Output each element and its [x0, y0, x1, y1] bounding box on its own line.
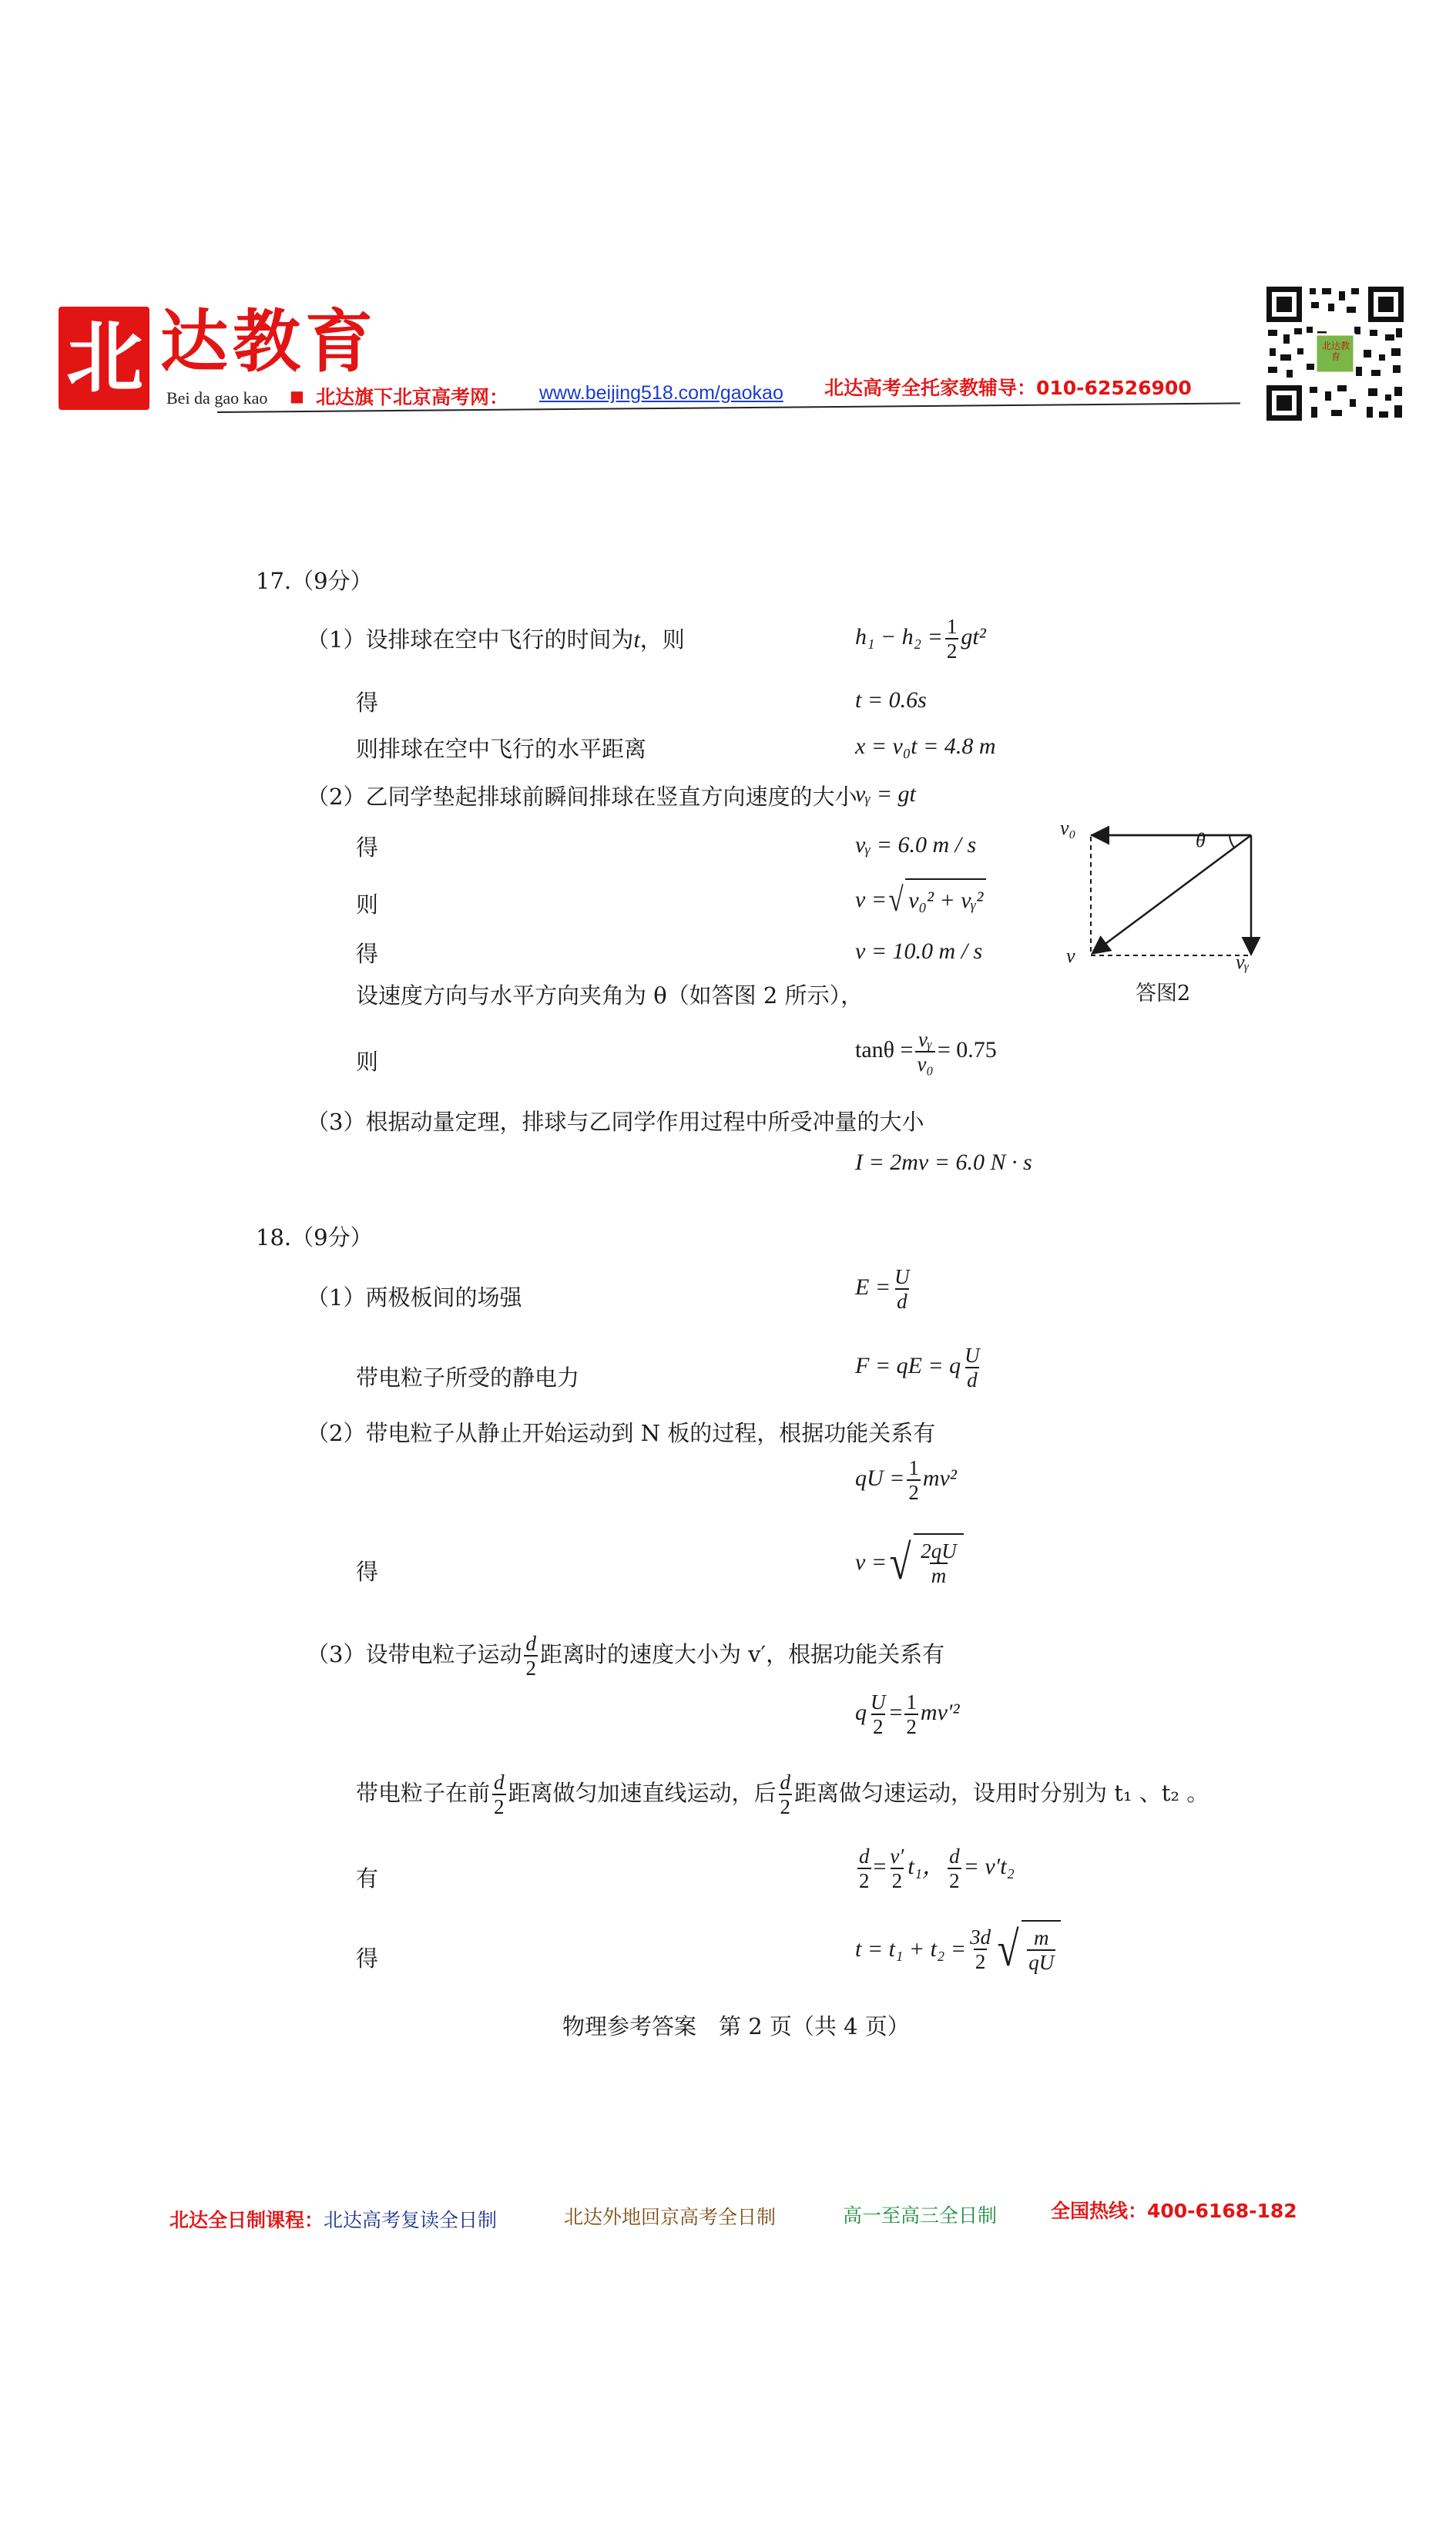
q17-eq7-num: vᵧ: [918, 1028, 933, 1051]
q18-force-label: 带电粒子所受的静电力: [356, 1365, 580, 1391]
q18-eq5-num2: 1: [906, 1690, 917, 1714]
q18-eq6-rhs: = v′t₂: [963, 1853, 1015, 1879]
q18-eq3-frac: [907, 1456, 921, 1504]
q18-eq6-d2: 2: [891, 1869, 903, 1892]
q18-eq5-eq: =: [889, 1699, 903, 1725]
q18-eq3-num: 1: [908, 1456, 919, 1479]
fig-label-vy: vᵧ: [1236, 951, 1250, 973]
qr-center-logo: 北达教育: [1322, 341, 1350, 362]
q17-eq3: x = v₀t = 4.8 m: [855, 734, 996, 759]
q17-title: 17.（9分）: [256, 568, 373, 594]
q18-eq1-num: U: [894, 1265, 910, 1288]
q18-eq7-sqrt: √ $\frac{m}{qU}$: [995, 1920, 1061, 1979]
q18-eq7-radfrac: [1027, 1926, 1055, 1974]
q18-eq2-lhs: F = qE = q: [855, 1352, 961, 1378]
q18-eq3-lhs: qU =: [855, 1465, 905, 1491]
q18-eq6-n2: v′: [890, 1845, 904, 1868]
site-url-link[interactable]: www.beijing518.com/gaokao: [539, 382, 783, 404]
q17-eq6: v = 10.0 m / s: [855, 938, 983, 964]
q18-eq4-frac: [919, 1539, 958, 1587]
fig-v-arrow: [1094, 835, 1251, 952]
q17-part3-label: （3）根据动量定理，排球与乙同学作用过程中所受冲量的大小: [307, 1109, 924, 1135]
q17-eq1-frac: [945, 615, 959, 663]
fig-label-theta: θ: [1196, 829, 1206, 851]
q17-part2-label: （2）乙同学垫起排球前瞬间排球在竖直方向速度的大小: [307, 784, 857, 810]
bullet-icon: ■: [290, 387, 304, 405]
q18-eq5: [855, 1690, 959, 1738]
q18-eq7-frac: [968, 1925, 992, 1973]
q17-eq5-sqrt: √ v₀² + vᵧ²: [887, 878, 986, 922]
q18-part1-label: （1）两极板间的场强: [307, 1284, 522, 1311]
q18-eq5-den1: 2: [873, 1715, 884, 1738]
logo-badge: [59, 307, 149, 410]
q18-get1: 得: [356, 1559, 379, 1585]
tutoring-label: 北达高考全托家教辅导：010-62526900: [824, 377, 1192, 399]
q18-eq5-frac2: [904, 1690, 918, 1738]
q18-get2: 得: [356, 1945, 379, 1972]
q17-eq1-den: 2: [946, 640, 958, 663]
course-3: 高一至高三全日制: [843, 2204, 998, 2227]
hotline: 全国热线：400-6168-182: [1051, 2200, 1297, 2222]
q17-get3: 得: [356, 941, 379, 967]
q18-part3-label: [307, 1632, 944, 1680]
q17-eq7-lhs: tanθ =: [855, 1036, 914, 1063]
q18-eq7-den: 2: [975, 1950, 986, 1973]
q18-eq7-rad-num: m: [1033, 1926, 1049, 1949]
q18-eq5-den2: 2: [906, 1715, 917, 1738]
fig-label-v: v: [1066, 945, 1075, 967]
q18-motion-pre: 带电粒子在前: [356, 1780, 491, 1806]
q17-eq1-lhs: h₁ − h₂ =: [855, 623, 943, 650]
q18-motion-frac1: [492, 1771, 506, 1818]
q18-motion-num2: d: [780, 1771, 791, 1794]
q18-eq6-frac2: [888, 1845, 905, 1892]
fig-theta-arc: [1230, 835, 1234, 848]
q18-eq6-n3: d: [949, 1845, 960, 1868]
brand-pinyin: Bei da gao kao: [166, 388, 268, 408]
q18-eq4-den: m: [931, 1564, 947, 1587]
q17-eq1-rhs: gt²: [961, 623, 986, 650]
fig-caption: 答图2: [1136, 982, 1191, 1005]
brand-name: 达教育: [160, 301, 378, 381]
q17-get2: 得: [356, 834, 379, 861]
q17-get1: 得: [356, 690, 379, 716]
q18-eq4-sqrt: √ $\frac{2qU}{m}$: [887, 1533, 964, 1592]
q18-eq6-frac3: [948, 1845, 961, 1892]
q17-eq7-rhs: = 0.75: [937, 1036, 997, 1063]
q18-eq6-n1: d: [859, 1845, 870, 1868]
q18-motion-mid: 距离做匀加速直线运动，后: [508, 1780, 777, 1806]
q18-eq7: [855, 1920, 1061, 1979]
q17-part1-var: t: [633, 627, 640, 653]
course-1: 北达高考复读全日制: [324, 2209, 498, 2231]
q17-horiz-label: 则排球在空中飞行的水平距离: [356, 736, 647, 762]
q18-eq2: [855, 1344, 984, 1391]
q17-eq5-radicand: v₀² + vᵧ²: [905, 878, 986, 922]
q17-then1: 则: [356, 891, 379, 918]
q18-motion-post: 距离做匀速运动，设用时分别为 t₁ 、t₂ 。: [794, 1780, 1209, 1806]
q18-eq4: [855, 1533, 964, 1592]
q17-eq4: vᵧ = 6.0 m / s: [855, 832, 977, 858]
q18-part3-pre: （3）设带电粒子运动: [307, 1641, 522, 1667]
q18-eq5-q: q: [855, 1699, 867, 1725]
q18-eq3: [855, 1456, 957, 1504]
q18-part3-post: 距离时的速度大小为 v′，根据功能关系有: [539, 1641, 945, 1667]
q18-part2-label: （2）带电粒子从静止开始运动到 N 板的过程，根据功能关系有: [307, 1420, 936, 1446]
q18-eq6: [855, 1845, 1015, 1892]
q18-eq1-frac: [893, 1265, 911, 1313]
q18-eq2-frac: [963, 1344, 981, 1391]
q18-motion-den1: 2: [494, 1795, 505, 1818]
q18-eq5-frac1: [869, 1690, 887, 1738]
q18-motion-den2: 2: [780, 1795, 791, 1818]
q18-eq6-frac1: [857, 1845, 871, 1892]
q18-eq1-den: d: [897, 1290, 907, 1313]
q18-motion-num1: d: [494, 1771, 505, 1794]
q17-eq7-frac: [915, 1028, 934, 1076]
q18-eq7-num: 3d: [970, 1925, 991, 1949]
q18-part3-den: 2: [525, 1657, 536, 1680]
q18-eq3-den: 2: [908, 1481, 919, 1504]
ad-footer: [169, 2205, 497, 2233]
q18-have: 有: [356, 1865, 379, 1892]
page-footer: 物理参考答案 第 2 页（共 4 页）: [562, 2013, 910, 2039]
courses-label: 北达全日制课程：: [169, 2209, 324, 2231]
q18-eq2-den: d: [967, 1368, 978, 1391]
q17-part1-text: （1）设排球在空中飞行的时间为: [307, 626, 634, 653]
q18-eq6-eq: =: [873, 1853, 887, 1879]
q18-eq2-num: U: [965, 1344, 980, 1367]
q17-eq7-den: v₀: [917, 1052, 934, 1076]
logo-char: 北: [66, 312, 143, 403]
site-label: 北达旗下北京高考网：: [316, 386, 509, 408]
course-2: 北达外地回京高考全日制: [564, 2206, 777, 2228]
q17-eq5: [855, 878, 986, 922]
q17-eq8: I = 2mv = 6.0 N · s: [855, 1150, 1032, 1175]
q18-eq1: [855, 1265, 914, 1313]
q18-eq4-lhs: v =: [855, 1549, 887, 1575]
fig-label-v0: v₀: [1060, 817, 1076, 839]
q18-eq7-lhs: t = t₁ + t₂ =: [855, 1936, 967, 1962]
q18-eq5-rhs: mv′²: [920, 1699, 960, 1725]
q18-eq1-lhs: E =: [855, 1274, 891, 1300]
q17-eq5-lhs: v =: [855, 887, 887, 912]
q17-angle-text: 设速度方向与水平方向夹角为 θ（如答图 2 所示），: [356, 982, 864, 1009]
q18-part3-num: d: [525, 1632, 536, 1655]
q18-eq6-d3: 2: [949, 1869, 960, 1892]
q17-eq7: [855, 1028, 997, 1076]
q18-title: 18.（9分）: [256, 1224, 373, 1251]
q17-eq1-num: 1: [946, 615, 958, 638]
q18-part3-frac: [524, 1632, 538, 1680]
q18-eq5-num1: U: [871, 1690, 886, 1714]
q18-motion-text: [356, 1771, 1209, 1818]
q18-eq3-rhs: mv²: [922, 1465, 957, 1491]
q17-eq1: [855, 615, 986, 663]
q17-part2-eq: vᵧ = gt: [855, 781, 916, 807]
q18-motion-frac2: [779, 1771, 793, 1818]
q17-part1-label: [307, 624, 685, 656]
q18-eq6-d1: 2: [859, 1869, 870, 1892]
q18-eq4-num: 2qU: [921, 1539, 957, 1563]
q17-eq2: t = 0.6s: [855, 687, 927, 713]
q18-eq6-t1: t₁，: [907, 1853, 946, 1879]
q18-eq7-rad-den: qU: [1028, 1951, 1055, 1974]
q17-then2: 则: [356, 1049, 379, 1075]
q17-part1-tail: ，则: [639, 626, 685, 653]
